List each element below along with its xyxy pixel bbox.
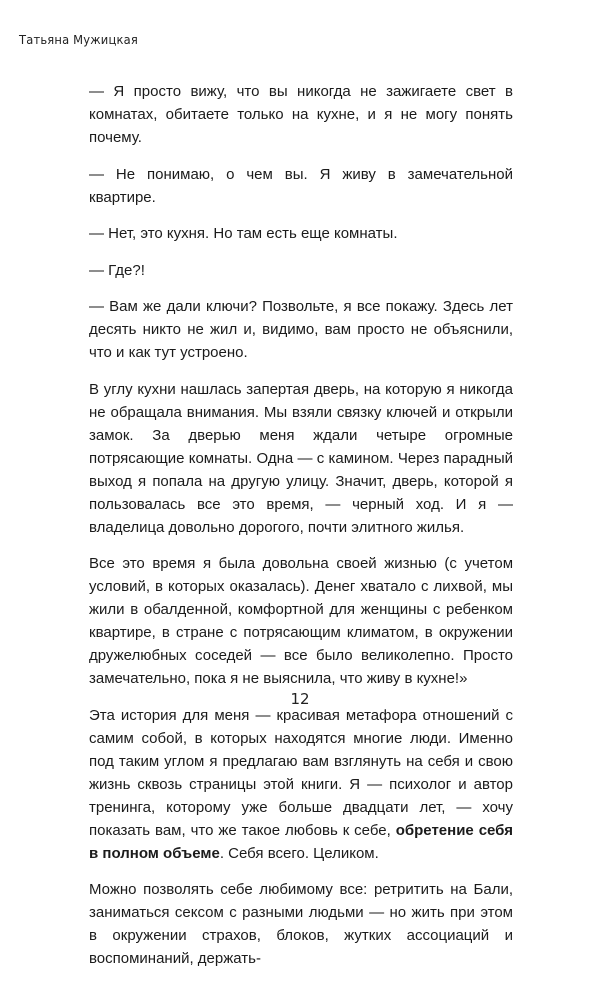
paragraph-text: Эта история для меня — красивая метафора отношений с самим собой, в которых находятся многие люди. Именно под таким углом я предлагаю вам взглянуть на себя и свою жизнь сквозь страницы этой книги. Я — психолог и автор тренинга, которому уже больше двадцати лет, — хочу показать вам, что же такое любовь к себе, [89,706,513,839]
paragraph: Можно позволять себе любимому все: ретритить на Бали, заниматься сексом с разными людьми — но жить при этом в окружении страхов, блоков, жутких ассоциаций и воспоминаний, держать- [89,881,513,967]
page-number: 12 [290,690,310,708]
paragraph: — Я просто вижу, что вы никогда не зажигаете свет в комнатах, обитаете только на кухне, и я не могу понять почему. [89,83,513,146]
paragraph: — Не понимаю, о чем вы. Я живу в замечательной квартире. [89,165,513,206]
bold-phrase: обретение себя в полном объеме [89,821,513,862]
paragraph: — Где?! [89,261,145,279]
paragraph: — Вам же дали ключи? Позвольте, я все покажу. Здесь лет десять никто не жил и, видимо, вам просто не объяснили, что и как тут устроено. [89,298,513,361]
paragraph-text: . Себя всего. Целиком. [219,844,379,862]
paragraph: Все это время я была довольна своей жизнью (с учетом условий, в которых оказалась). Денег хватало с лихвой, мы жили в обалденной, комфортной для женщины с ребенком квартире, в стране с потрясающим климатом, в окружении дружелюбных соседей — все было великолепно. Просто замечательно, пока я не выяснила, что живу в кухне!» [89,555,513,687]
running-header-author: Татьяна Мужицкая [19,32,138,47]
body-text [89,80,513,984]
paragraph-metaphor [89,704,513,865]
paragraph: — Нет, это кухня. Но там есть еще комнаты. [89,225,398,242]
paragraph: В углу кухни нашлась запертая дверь, на которую я никогда не обращала внимания. Мы взяли связку ключей и открыли замок. За дверью меня ждали четыре огромные потрясающие комнаты. Одна — с камином. Через парадный выход я попала на другую улицу. Значит, дверь, которой я пользовалась все это время, — черный ход. И я — владелица довольно дорогого, почти элитного жилья. [89,380,513,536]
